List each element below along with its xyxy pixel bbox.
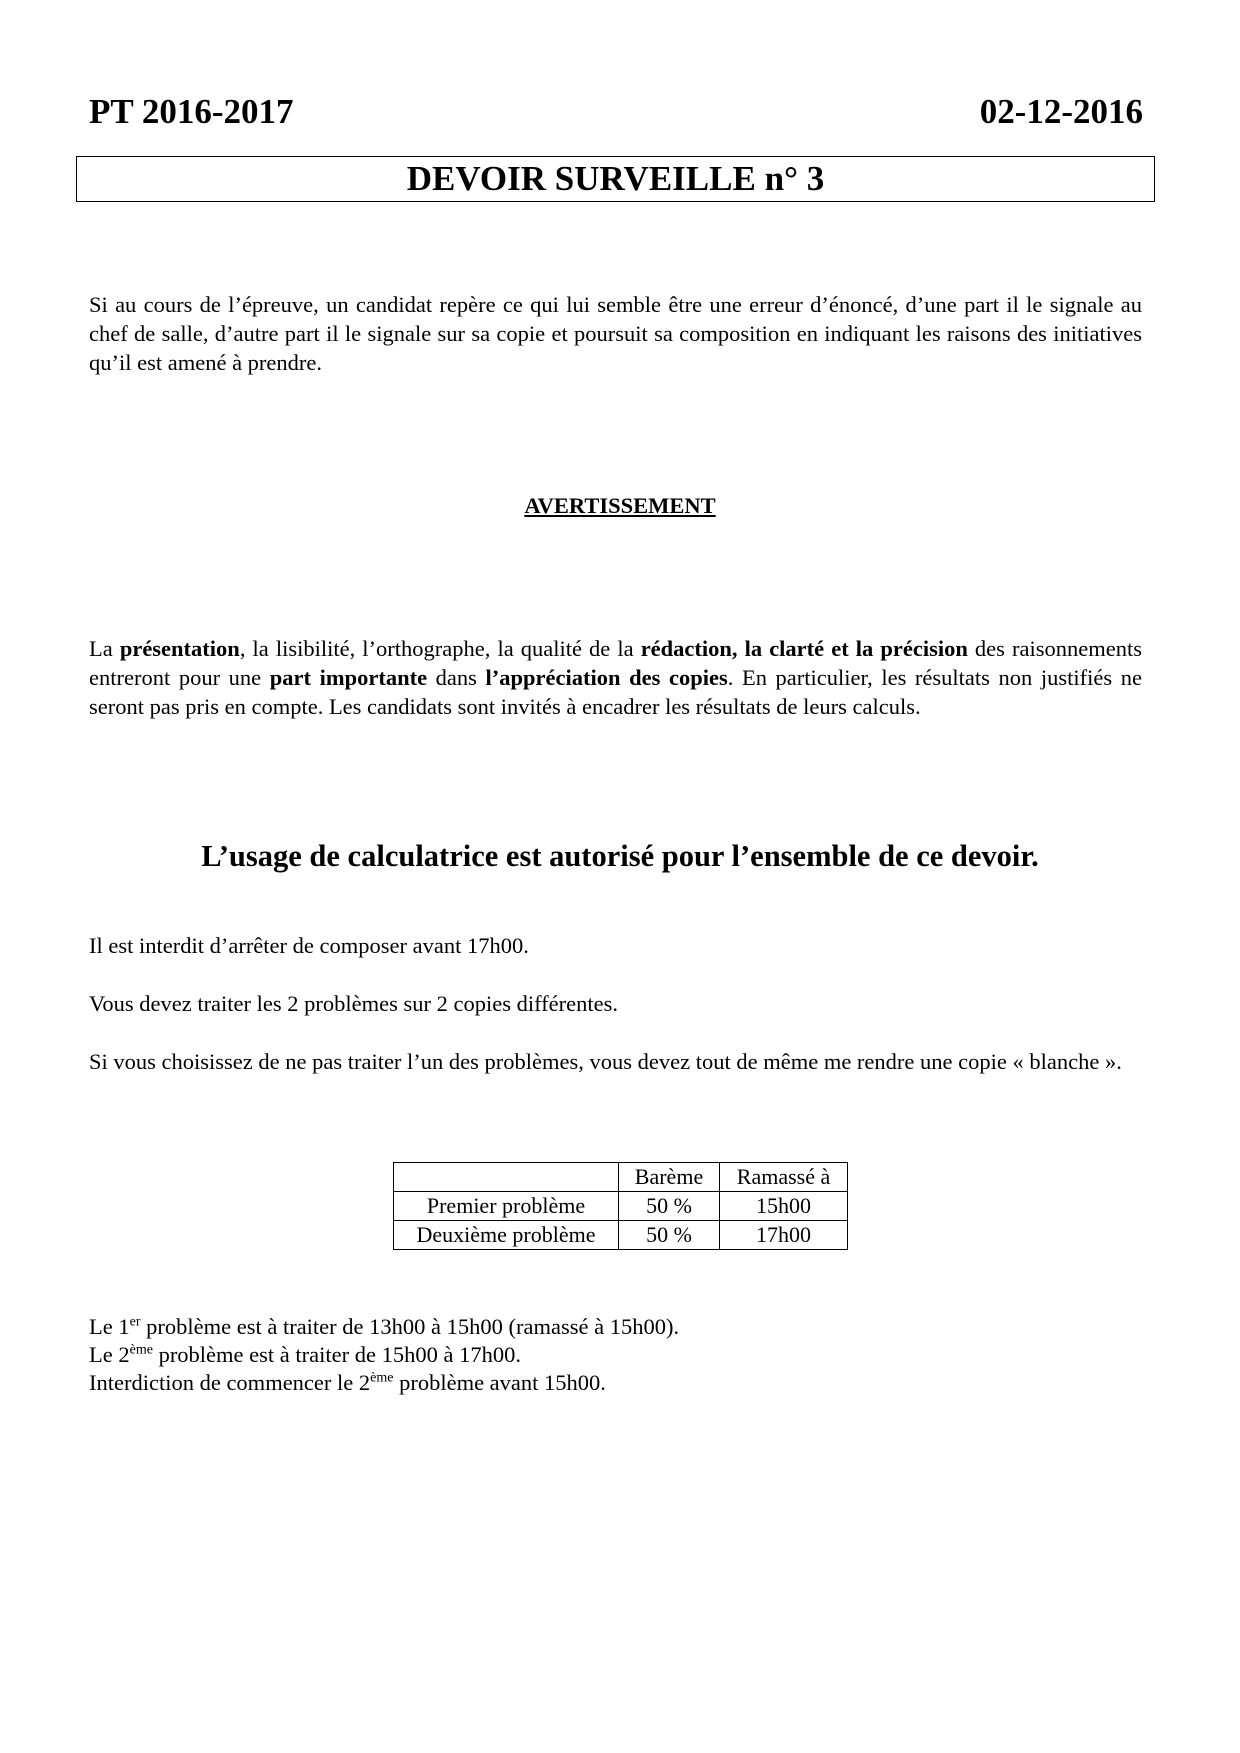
rule-line-1: Il est interdit d’arrêter de composer avant 17h00. [89, 933, 529, 958]
schedule-text: Interdiction de commencer le 2 [89, 1370, 371, 1395]
warning-text-2: , la lisibilité, l’orthographe, la qualité de la [239, 636, 641, 661]
table-cell: Deuxième problème [394, 1221, 619, 1250]
rule-line-2: Vous devez traiter les 2 problèmes sur 2 copies différentes. [89, 991, 619, 1016]
schedule-line-2 [89, 1341, 679, 1369]
table-cell: 15h00 [720, 1192, 848, 1221]
intro-paragraph: Si au cours de l’épreuve, un candidat repère ce qui lui semble être une erreur d’énoncé, d’une part il le signale au chef de salle, d’autre part il le signale sur sa copie et poursuit sa composition en indiquant les raisons des initiatives qu’il est amené à prendre. [89, 292, 1142, 375]
warning-bold-2: rédaction, la clarté et la précision [640, 636, 968, 661]
warning-text-3: des raisonnements entreront pour une [89, 636, 1142, 690]
title-box [76, 156, 1155, 202]
schedule-line-3 [89, 1369, 679, 1397]
schedule-sup: ème [370, 1370, 394, 1386]
schedule-text: problème est à traiter de 13h00 à 15h00 (ramassé à 15h00). [140, 1314, 680, 1339]
schedule-sup: er [129, 1314, 141, 1330]
table-header-row [394, 1163, 848, 1192]
calculator-notice: L’usage de calculatrice est autorisé pour l’ensemble de ce devoir. [201, 839, 1039, 873]
rule-line-3: Si vous choisissez de ne pas traiter l’un des problèmes, vous devez tout de même me rendre une copie « blanche ». [89, 1049, 1122, 1074]
schedule-text: Le 2 [89, 1342, 130, 1367]
exam-date: 02-12-2016 [979, 92, 1143, 131]
table-row [394, 1221, 848, 1250]
table-cell: Premier problème [394, 1192, 619, 1221]
schedule-text: Le 1 [89, 1314, 130, 1339]
warning-text-5: . En particulier, les résultats non justifiés ne seront pas pris en compte. Les candidats sont invités à encadrer les résultats de leurs calculs. [89, 665, 1142, 719]
schedule-text: problème avant 15h00. [393, 1370, 606, 1395]
table-cell: 17h00 [720, 1221, 848, 1250]
schedule-text: problème est à traiter de 15h00 à 17h00. [152, 1342, 521, 1367]
table-header-cell: Barème [619, 1163, 720, 1192]
warning-paragraph [89, 634, 1142, 721]
grading-table [393, 1162, 848, 1250]
schedule-sup: ème [129, 1342, 153, 1358]
class-year-label: PT 2016-2017 [89, 92, 294, 131]
table-row [394, 1192, 848, 1221]
warning-heading: AVERTISSEMENT [524, 493, 716, 518]
page-title: DEVOIR SURVEILLE n° 3 [406, 159, 825, 198]
schedule-line-1 [89, 1313, 679, 1341]
warning-bold-1: présentation [119, 636, 240, 661]
table-header-cell: Ramassé à [720, 1163, 848, 1192]
warning-bold-3: part importante [269, 665, 428, 690]
table-cell: 50 % [619, 1192, 720, 1221]
warning-text-4: dans [427, 665, 486, 690]
schedule-block [89, 1313, 679, 1397]
table-header-cell [394, 1163, 619, 1192]
table-cell: 50 % [619, 1221, 720, 1250]
warning-text-1: La [89, 636, 120, 661]
warning-bold-4: l’appréciation des copies [485, 665, 728, 690]
